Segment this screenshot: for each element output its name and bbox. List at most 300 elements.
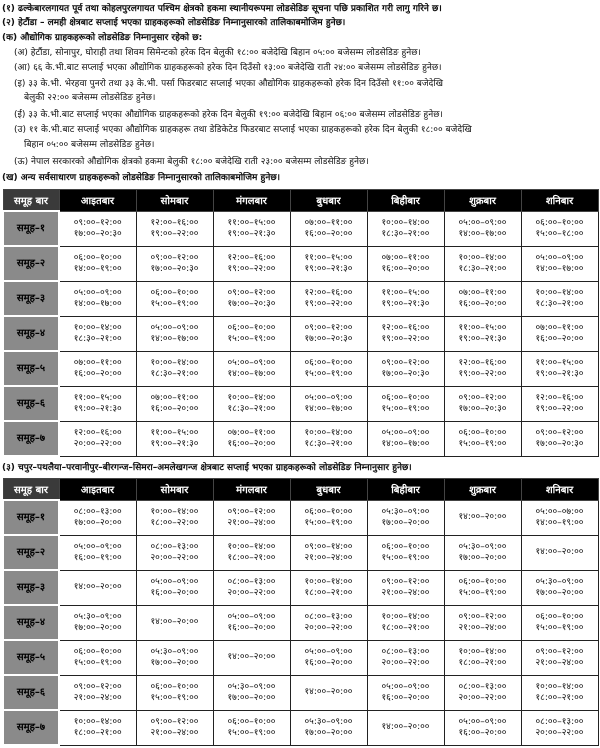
time-slot: ०७:००–११:०० <box>150 392 199 403</box>
schedule-cell <box>290 710 367 745</box>
time-slot: ०५:००–०९:०० <box>150 322 199 333</box>
time-slot: १७:००–२०:०० <box>304 727 353 738</box>
schedule-cell <box>367 421 444 456</box>
group-label: समूह–४ <box>3 605 59 640</box>
schedule-cell <box>367 281 444 316</box>
table-row <box>3 710 598 745</box>
schedule-cell <box>136 500 213 535</box>
time-slot: १०:००–१४:०० <box>227 541 276 552</box>
time-slot: ११:००–१५:०० <box>458 322 507 333</box>
time-slot: ०९:००–१२:०० <box>535 646 584 657</box>
schedule-cell <box>59 351 136 386</box>
time-slot: ०६:००–१०:०० <box>535 611 584 622</box>
time-slot: ०५:००–०९:०० <box>535 252 584 263</box>
time-slot: २१:००–२४:०० <box>535 657 584 668</box>
day-header: आइतबार <box>59 190 136 212</box>
table-row <box>3 246 598 281</box>
time-slot: ०५:००–०९:०० <box>458 217 507 228</box>
time-slot: ०९:००–१२:०० <box>535 427 584 438</box>
time-slot: २०:००–२२:०० <box>535 727 584 738</box>
time-slot: १०:००–१४:०० <box>535 681 584 692</box>
time-slot: १८:००–२१:०० <box>304 587 353 598</box>
time-slot: १०:००–१४:०० <box>381 611 430 622</box>
time-slot: १६:००–२०:०० <box>227 438 276 449</box>
time-slot: १४:००–१९:०० <box>73 263 122 274</box>
time-slot: १५:००–१८:०० <box>535 228 584 239</box>
group-label: समूह–६ <box>3 386 59 421</box>
time-slot: ०५:३०–०९:०० <box>150 646 199 657</box>
time-slot: ०९:००–१२:०० <box>381 576 430 587</box>
time-slot: १८:३०–२१:०० <box>535 298 584 309</box>
time-slot: १४:००–१९:०० <box>535 517 584 528</box>
time-slot: १४:००–१७:०० <box>304 403 353 414</box>
time-slot: १७:००–२०:३० <box>304 333 353 344</box>
table-row <box>3 570 598 605</box>
schedule-cell <box>367 246 444 281</box>
time-slot: १७:००–२०:३० <box>227 298 276 309</box>
time-slot: ०९:००–१२:०० <box>304 322 353 333</box>
time-slot: १०:००–१४:०० <box>150 357 199 368</box>
time-slot: ०५:००–०९:०० <box>73 287 122 298</box>
table-row <box>3 211 598 246</box>
time-slot: १५:००–१९:०० <box>458 587 507 598</box>
time-slot: १६:००–२०:०० <box>381 263 430 274</box>
time-slot: ०५:००–०९:०० <box>150 576 199 587</box>
time-slot: ०९:००–१२:०० <box>458 392 507 403</box>
group-label: समूह–७ <box>3 421 59 456</box>
time-slot: २०:००–२२:०० <box>381 657 430 668</box>
time-slot: १६:००–२०:०० <box>150 403 199 414</box>
time-slot: १५:००–१९:०० <box>150 692 199 703</box>
intro-line-2: (२) हेटौंडा – लमही क्षेत्रबाट सप्लाई भएका ग्राहकहरूको लोडसेडिङ निम्नानुसारको तालिकाबमोजिम हुनेछ। <box>2 18 346 28</box>
schedule-cell <box>136 675 213 710</box>
time-slot: १७:००–२०:०० <box>227 692 276 703</box>
time-slot: ०८:००–१३:०० <box>535 716 584 727</box>
schedule-cell <box>521 675 598 710</box>
time-slot: १९:००–२१:३० <box>304 263 353 274</box>
time-slot: १९:००–२१:३० <box>73 403 122 414</box>
schedule-cell <box>444 281 521 316</box>
day-header: आइतबार <box>59 479 136 501</box>
schedule-cell <box>290 500 367 535</box>
day-header: बिहीबार <box>367 190 444 212</box>
time-slot: १६:००–२०:०० <box>304 657 353 668</box>
schedule-cell <box>290 211 367 246</box>
schedule-cell <box>444 246 521 281</box>
time-slot: ११:००–१५:०० <box>73 392 122 403</box>
time-slot: १५:००–१९:०० <box>304 517 353 528</box>
schedule-cell <box>213 316 290 351</box>
time-slot: २१:००–२४:०० <box>458 622 507 633</box>
time-slot: ०६:००–१०:०० <box>150 681 199 692</box>
time-slot: ०६:००–१०:०० <box>381 392 430 403</box>
time-slot: १४:००–१७:०० <box>150 333 199 344</box>
time-slot: १८:३०–२१:०० <box>304 438 353 449</box>
time-slot: १०:००–१४:०० <box>381 217 430 228</box>
time-slot: ०८:००–१३:०० <box>227 576 276 587</box>
schedule-cell <box>521 281 598 316</box>
schedule-cell <box>290 281 367 316</box>
schedule-cell <box>367 605 444 640</box>
schedule-cell <box>521 246 598 281</box>
time-slot: १४:००–१७:०० <box>381 438 430 449</box>
time-slot: १७:००–२०:३० <box>458 403 507 414</box>
schedule-cell <box>367 351 444 386</box>
time-slot: १५:००–१९:०० <box>304 368 353 379</box>
schedule-cell <box>136 640 213 675</box>
rule-a: (अ) हेटौंडा, सोनापुर, घोराही तथा शिवम सिमेन्टको हरेक दिन बेलुकी १८:०० बजेदेखि बिहान ०५:०० बजेसम्म लोडसेडिङ हुनेछ। <box>14 48 421 58</box>
time-slot: १६:००–१९:०० <box>73 552 122 563</box>
time-slot: १५:००–१९:०० <box>458 438 507 449</box>
schedule-cell <box>213 421 290 456</box>
schedule-cell <box>290 316 367 351</box>
schedule-cell <box>521 421 598 456</box>
time-slot: ०७:००–११:०० <box>458 287 507 298</box>
time-slot: १९:००–२२:०० <box>150 228 199 239</box>
schedule-cell <box>521 710 598 745</box>
time-slot: १८:३०–२१:०० <box>458 263 507 274</box>
rule-aa: (आ) ६६ के.भी.बाट सप्लाई भएका औद्योगिक ग्राहकहरूको हरेक दिन दिउँसो १३:०० बजेदेखि राती २४:०० बजेसम्म लोडसेडिङ हुनेछ। <box>14 63 442 73</box>
table-row <box>3 605 598 640</box>
group-label: समूह–४ <box>3 316 59 351</box>
time-slot: १८:३०–२१:०० <box>381 228 430 239</box>
rule-u-1: (उ) ११ के.भी.बाट सप्लाई भएका औद्योगिक ग्राहकहरू तथा डेडिकेटेड फिडरबाट सप्लाई भएका ग्राहकहरूको हरेक दिन बेलुकी १८:०० बजेदेखि <box>14 125 472 135</box>
schedule-cell <box>213 281 290 316</box>
schedule-cell <box>521 535 598 570</box>
day-header: शनिबार <box>521 479 598 501</box>
time-slot: ०९:००–१२:०० <box>227 506 276 517</box>
group-label: समूह–५ <box>3 640 59 675</box>
schedule-cell <box>444 570 521 605</box>
time-slot: १६:००–२०:०० <box>381 692 430 703</box>
time-slot: ०९:००–१२:०० <box>381 357 430 368</box>
schedule-cell <box>290 570 367 605</box>
time-slot: १९:००–२१:३० <box>150 438 199 449</box>
time-slot: ०६:००–१०:०० <box>150 287 199 298</box>
day-header: बुधबार <box>290 190 367 212</box>
schedule-cell <box>290 386 367 421</box>
schedule-cell <box>213 675 290 710</box>
schedule-cell <box>59 535 136 570</box>
time-slot: २१:००–२४:०० <box>304 552 353 563</box>
day-header: शुक्रबार <box>444 479 521 501</box>
schedule-cell <box>59 605 136 640</box>
time-slot: १२:००–१६:०० <box>304 287 353 298</box>
time-slot: २०:००–२२:०० <box>227 587 276 598</box>
time-slot: १०:००–१४:०० <box>458 646 507 657</box>
time-slot: १७:००–२०:०० <box>73 622 122 633</box>
time-slot: १९:००–२१:३० <box>227 228 276 239</box>
time-slot: १७:००–२०:३० <box>535 438 584 449</box>
time-slot: १०:००–१४:०० <box>304 427 353 438</box>
industrial-heading: (क) औद्योगिक ग्राहकहरूको लोडसेडिङ निम्नानुसार रहेको छ: <box>2 33 203 43</box>
schedule-cell <box>136 351 213 386</box>
time-slot: ०५:३०–०९:०० <box>227 681 276 692</box>
time-slot: ०७:००–११:०० <box>381 252 430 263</box>
schedule-cell <box>367 710 444 745</box>
time-slot: १४:००–१७:०० <box>535 263 584 274</box>
schedule-cell <box>367 500 444 535</box>
schedule-cell <box>136 211 213 246</box>
time-slot: ०५:००–०९:०० <box>227 357 276 368</box>
group-day-corner: समूह बार <box>3 479 59 501</box>
schedule-cell <box>213 246 290 281</box>
time-slot: १८:००–२२:०० <box>150 517 199 528</box>
schedule-cell <box>444 500 521 535</box>
schedule-cell <box>444 421 521 456</box>
time-slot: ०९:००–१२:०० <box>458 611 507 622</box>
time-slot: ११:००–१५:०० <box>227 217 276 228</box>
time-slot: ११:००–१५:०० <box>304 252 353 263</box>
time-slot: १४:००–१७:०० <box>73 298 122 309</box>
time-slot: ०५:००–०७:०० <box>535 506 584 517</box>
time-slot: १८:००–२१:०० <box>73 727 122 738</box>
time-slot: ११:००–१५:०० <box>535 357 584 368</box>
time-slot: ०६:००–१०:०० <box>227 716 276 727</box>
time-slot: १५:००–१९:०० <box>535 622 584 633</box>
schedule-cell <box>59 281 136 316</box>
day-header: बिहीबार <box>367 479 444 501</box>
schedule-cell <box>521 316 598 351</box>
time-slot: १९:००–२२:०० <box>304 298 353 309</box>
time-slot: ०७:००–११:०० <box>535 322 584 333</box>
time-slot: ०६:००–१०:०० <box>381 541 430 552</box>
table-row <box>3 386 598 421</box>
schedule-cell <box>136 281 213 316</box>
schedule-cell <box>521 640 598 675</box>
schedule-cell <box>444 386 521 421</box>
day-header: सोमबार <box>136 190 213 212</box>
schedule-cell <box>444 535 521 570</box>
time-slot: ०६:००–१०:०० <box>458 576 507 587</box>
time-slot: २१:००–२४:०० <box>381 587 430 598</box>
schedule-cell <box>444 605 521 640</box>
time-slot: १९:००–२१:३० <box>535 368 584 379</box>
time-slot: १४:००–२०:०० <box>73 582 122 592</box>
time-slot: ०९:००–१२:०० <box>73 217 122 228</box>
schedule-cell <box>136 246 213 281</box>
time-slot: ०९:००–१२:०० <box>150 252 199 263</box>
schedule-cell <box>367 570 444 605</box>
schedule-cell <box>59 421 136 456</box>
time-slot: ०६:००–१०:०० <box>227 322 276 333</box>
schedule-cell <box>59 386 136 421</box>
schedule-table-1 <box>2 189 599 457</box>
time-slot: २१:००–२४:०० <box>73 692 122 703</box>
schedule-cell <box>290 351 367 386</box>
time-slot: १८:३०–२१:०० <box>73 333 122 344</box>
time-slot: १५:००–१९:०० <box>227 727 276 738</box>
time-slot: ०९:००–१२:०० <box>227 287 276 298</box>
rule-ii: (ई) ३३ के.भी.बाट सप्लाई भएका औद्योगिक ग्राहकहरूको हरेक दिन बेलुकी १९:०० बजेदेखि बिहान ०६:०० बजेसम्म लोडसेडिङ हुनेछ। <box>14 110 443 120</box>
schedule-cell <box>367 211 444 246</box>
schedule-cell <box>59 500 136 535</box>
time-slot: ०५:००–०९:०० <box>381 681 430 692</box>
schedule-cell <box>213 211 290 246</box>
schedule-cell <box>59 710 136 745</box>
schedule-cell <box>136 316 213 351</box>
time-slot: ०५:००–०९:०० <box>227 611 276 622</box>
time-slot: १९:००–२१:३० <box>381 298 430 309</box>
time-slot: १६:००–२०:०० <box>227 622 276 633</box>
schedule-cell <box>521 500 598 535</box>
schedule-cell <box>367 316 444 351</box>
schedule-cell <box>367 640 444 675</box>
schedule-cell <box>59 570 136 605</box>
time-slot: १४:००–२०:०० <box>150 617 199 627</box>
time-slot: १६:००–२०:०० <box>73 368 122 379</box>
schedule-cell <box>444 316 521 351</box>
time-slot: १०:००–१४:०० <box>73 322 122 333</box>
schedule-cell <box>290 535 367 570</box>
time-slot: १९:००–२२:०० <box>458 368 507 379</box>
time-slot: ०५:३०–०९:०० <box>304 716 353 727</box>
time-slot: १७:००–२०:३० <box>150 263 199 274</box>
group-label: समूह–१ <box>3 500 59 535</box>
schedule-cell <box>444 675 521 710</box>
group-day-corner: समूह बार <box>3 190 59 212</box>
time-slot: १८:००–२१:०० <box>227 552 276 563</box>
general-heading: (ख) अन्य सर्वसाधारण ग्राहकहरूको लोडसेडिङ निम्नानुसारको तालिकाबमोजिम हुनेछ। <box>2 173 281 183</box>
schedule-table-2 <box>2 478 599 746</box>
time-slot: १२:००–१६:०० <box>381 322 430 333</box>
schedule-cell <box>521 386 598 421</box>
time-slot: १८:००–२१:०० <box>381 622 430 633</box>
time-slot: ०८:००–१३:०० <box>150 541 199 552</box>
time-slot: ०६:००–१०:०० <box>73 252 122 263</box>
rule-u-2: बिहान ०५:०० बजेसम्म लोडसेडिङ हुनेछ। <box>24 140 155 150</box>
time-slot: २०:००–२२:०० <box>150 552 199 563</box>
schedule-cell <box>367 675 444 710</box>
time-slot: ०५:००–०९:०० <box>304 646 353 657</box>
schedule-cell <box>521 211 598 246</box>
time-slot: १५:००–१९:०० <box>227 333 276 344</box>
time-slot: १६:००–२०:०० <box>458 298 507 309</box>
day-header: बुधबार <box>290 479 367 501</box>
time-slot: ०९:००–१२:०० <box>73 681 122 692</box>
schedule-cell <box>213 500 290 535</box>
time-slot: ०८:००–१३:०० <box>458 681 507 692</box>
time-slot: १०:००–१४:०० <box>535 287 584 298</box>
schedule-cell <box>213 351 290 386</box>
time-slot: १२:००–१६:०० <box>227 252 276 263</box>
schedule-cell <box>59 675 136 710</box>
time-slot: १४:००–२०:०० <box>458 512 507 522</box>
table-row <box>3 640 598 675</box>
intro-line-1: (१) ढल्केबारलगायत पूर्व तथा कोहलपुरलगायत पश्चिम क्षेत्रको हकमा स्थानीयरूपमा लोडसेडिङ सूचना पछि प्रकाशित गरी लागु गरिने छ। <box>2 4 442 14</box>
schedule-cell <box>136 421 213 456</box>
schedule-cell <box>59 640 136 675</box>
time-slot: ०५:००–०९:०० <box>304 392 353 403</box>
time-slot: ०५:३०–०९:०० <box>73 611 122 622</box>
group-label: समूह–६ <box>3 675 59 710</box>
time-slot: ०६:००–१०:०० <box>458 427 507 438</box>
schedule-cell <box>444 211 521 246</box>
time-slot: २०:००–२२:०० <box>304 622 353 633</box>
group-label: समूह–३ <box>3 570 59 605</box>
rule-i-1: (इ) ३३ के.भी. भेरहवा पुनरो तथा ३३ के.भी. पर्सा फिडरबाट सप्लाई भएका औद्योगिक ग्राहकहरूको हरेक दिन दिउँसो ११:०० बजेदेखि <box>14 79 444 89</box>
group-label: समूह–७ <box>3 710 59 745</box>
group-label: समूह–५ <box>3 351 59 386</box>
time-slot: ०८:००–१३:०० <box>304 611 353 622</box>
time-slot: १०:००–१४:०० <box>227 392 276 403</box>
time-slot: ०७:००–११:०० <box>73 357 122 368</box>
time-slot: १४:००–१७:०० <box>458 228 507 239</box>
section-3-title: (३) चपुर–पथलैया–परवानीपुर–बीरगन्ज–सिमरा–अमलेखगन्ज क्षेत्रबाट सप्लाई भएका ग्राहकहरूको लोडसेडिङ निम्नानुसार हुनेछ। <box>2 463 412 473</box>
schedule-cell <box>213 640 290 675</box>
time-slot: १८:००–२१:०० <box>458 657 507 668</box>
schedule-cell <box>136 570 213 605</box>
day-header: शुक्रबार <box>444 190 521 212</box>
time-slot: १५:००–१९:०० <box>150 298 199 309</box>
time-slot: १८:३०–२१:०० <box>150 368 199 379</box>
time-slot: १२:००–१६:०० <box>150 217 199 228</box>
time-slot: १४:००–२०:०० <box>381 722 430 732</box>
time-slot: १४:००–२०:०० <box>227 652 276 662</box>
table-row <box>3 316 598 351</box>
time-slot: २१:००–२४:०० <box>227 517 276 528</box>
day-header: सोमबार <box>136 479 213 501</box>
time-slot: ०६:००–१०:०० <box>73 646 122 657</box>
time-slot: १६:००–२०:०० <box>304 228 353 239</box>
group-label: समूह–२ <box>3 246 59 281</box>
schedule-cell <box>213 535 290 570</box>
day-header: मंगलबार <box>213 190 290 212</box>
time-slot: १२:००–१६:०० <box>73 427 122 438</box>
schedule-cell <box>444 640 521 675</box>
time-slot: ०५:३०–०९:०० <box>535 576 584 587</box>
time-slot: १६:००–२०:०० <box>458 727 507 738</box>
time-slot: १४:००–२०:०० <box>535 547 584 557</box>
time-slot: १९:००–२२:०० <box>535 403 584 414</box>
time-slot: २०:००–२२:०० <box>458 692 507 703</box>
schedule-cell <box>59 246 136 281</box>
table-row <box>3 535 598 570</box>
time-slot: ०६:००–१०:०० <box>535 217 584 228</box>
time-slot: १८:००–२१:०० <box>535 692 584 703</box>
schedule-cell <box>290 640 367 675</box>
time-slot: १२:००–१६:०० <box>458 357 507 368</box>
schedule-cell <box>59 316 136 351</box>
table-row <box>3 281 598 316</box>
schedule-cell <box>290 605 367 640</box>
time-slot: १२:००–१६:०० <box>535 392 584 403</box>
table-row <box>3 421 598 456</box>
day-header: शनिबार <box>521 190 598 212</box>
schedule-cell <box>136 710 213 745</box>
time-slot: ०९:००–१२:०० <box>150 716 199 727</box>
time-slot: १७:००–२०:०० <box>458 552 507 563</box>
schedule-cell <box>367 386 444 421</box>
time-slot: ११:००–१५:०० <box>381 287 430 298</box>
time-slot: १४:००–२०:०० <box>304 687 353 697</box>
schedule-cell <box>521 351 598 386</box>
time-slot: १५:००–१९:०० <box>381 552 430 563</box>
schedule-cell <box>59 211 136 246</box>
table-row <box>3 351 598 386</box>
schedule-cell <box>521 605 598 640</box>
time-slot: १७:००–२०:०० <box>150 657 199 668</box>
schedule-cell <box>444 710 521 745</box>
time-slot: १७:००–२०:०० <box>381 517 430 528</box>
time-slot: २१:००–२४:०० <box>150 727 199 738</box>
time-slot: ११:००–१५:०० <box>150 427 199 438</box>
time-slot: १६:००–२०:०० <box>535 333 584 344</box>
time-slot: १९:००–२२:०० <box>227 263 276 274</box>
time-slot: १०:००–१४:०० <box>73 716 122 727</box>
rule-i-2: बेलुकी २२:०० बजेसम्म लोडसेडिङ हुनेछ। <box>24 93 156 103</box>
table-row <box>3 675 598 710</box>
